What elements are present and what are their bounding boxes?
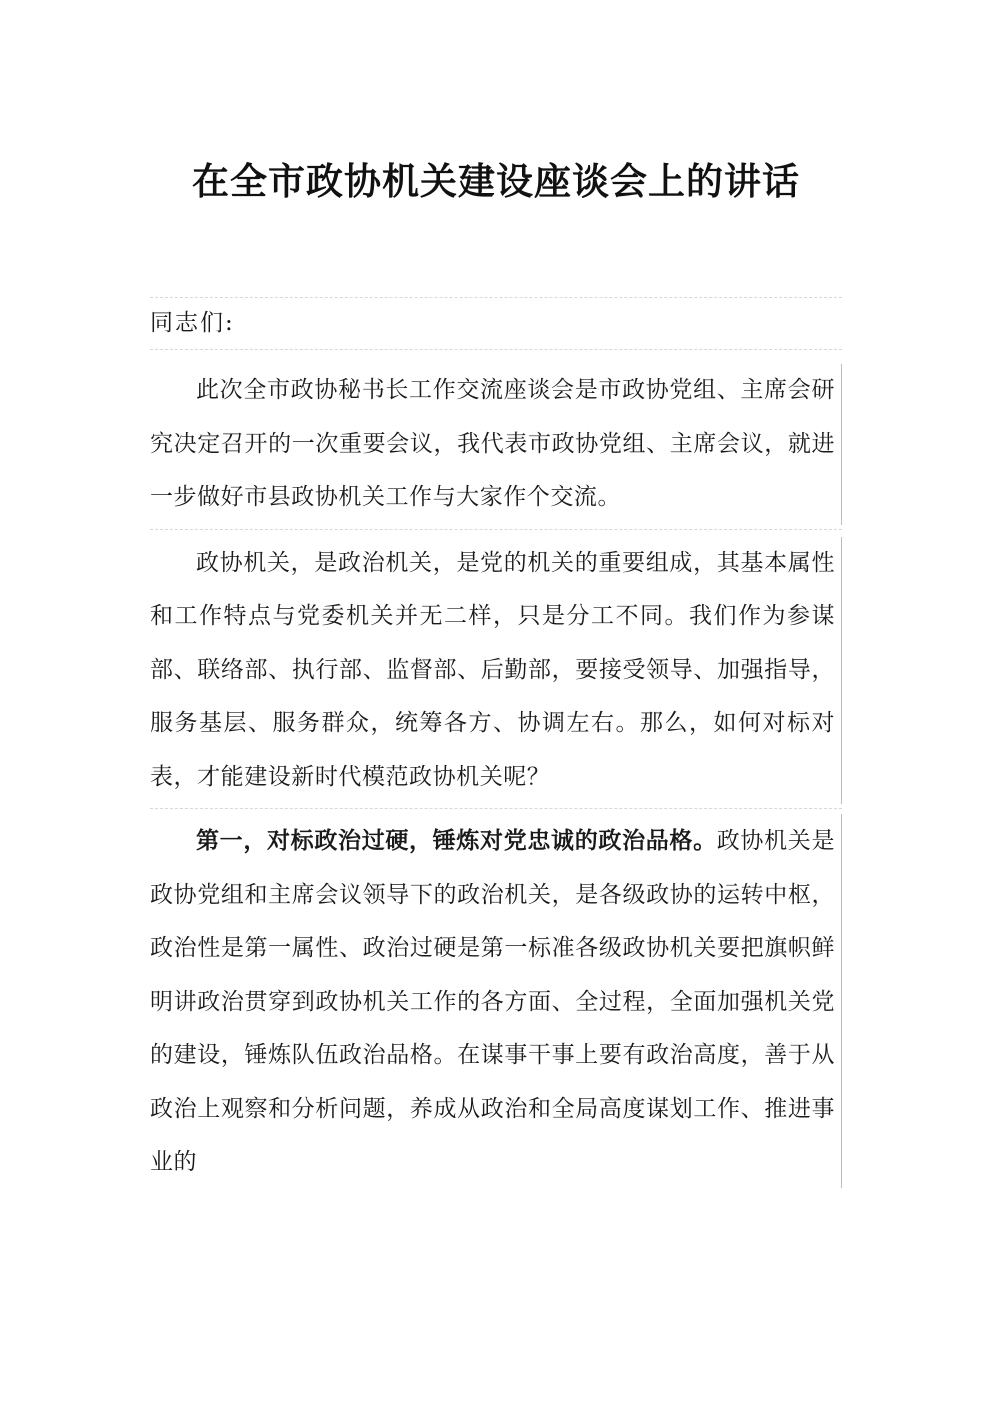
paragraph-3 (150, 808, 842, 1188)
salutation: 同志们: (150, 297, 842, 349)
paragraph-2 (150, 529, 842, 809)
document-title: 在全市政协机关建设座谈会上的讲话 (192, 159, 800, 203)
paragraph-3-text (150, 814, 842, 1188)
paragraph-3-lead: 第一，对标政治过硬，锤炼对党忠诚的政治品格。 (196, 827, 717, 854)
paragraph-3-body: 政协机关是政协党组和主席会议领导下的政治机关，是各级政协的运转中枢，政治性是第一属性、政治过硬是第一标准各级政协机关要把旗帜鲜明讲政治贯穿到政协机关工作的各方面、全过程，全面加强机关党的建设，锤炼队伍政治品格。在谋事干事上要有政治高度，善于从政治上观察和分析问题，养成从政治和全局高度谋划工作、推进事业的 (150, 828, 835, 1175)
paragraph-1-text: 此次全市政协秘书长工作交流座谈会是市政协党组、主席会研究决定召开的一次重要会议，我代表市政协党组、主席会议，就进一步做好市县政协机关工作与大家作个交流。 (150, 364, 842, 525)
paragraph-1 (150, 349, 842, 529)
document-body (150, 297, 842, 1188)
paragraph-2-text: 政协机关，是政治机关，是党的机关的重要组成，其基本属性和工作特点与党委机关并无二样，只是分工不同。我们作为参谋部、联络部、执行部、监督部、后勤部，要接受领导、加强指导，服务基层、服务群众，统筹各方、协调左右。那么，如何对标对表，才能建设新时代模范政协机关呢？ (150, 537, 842, 805)
